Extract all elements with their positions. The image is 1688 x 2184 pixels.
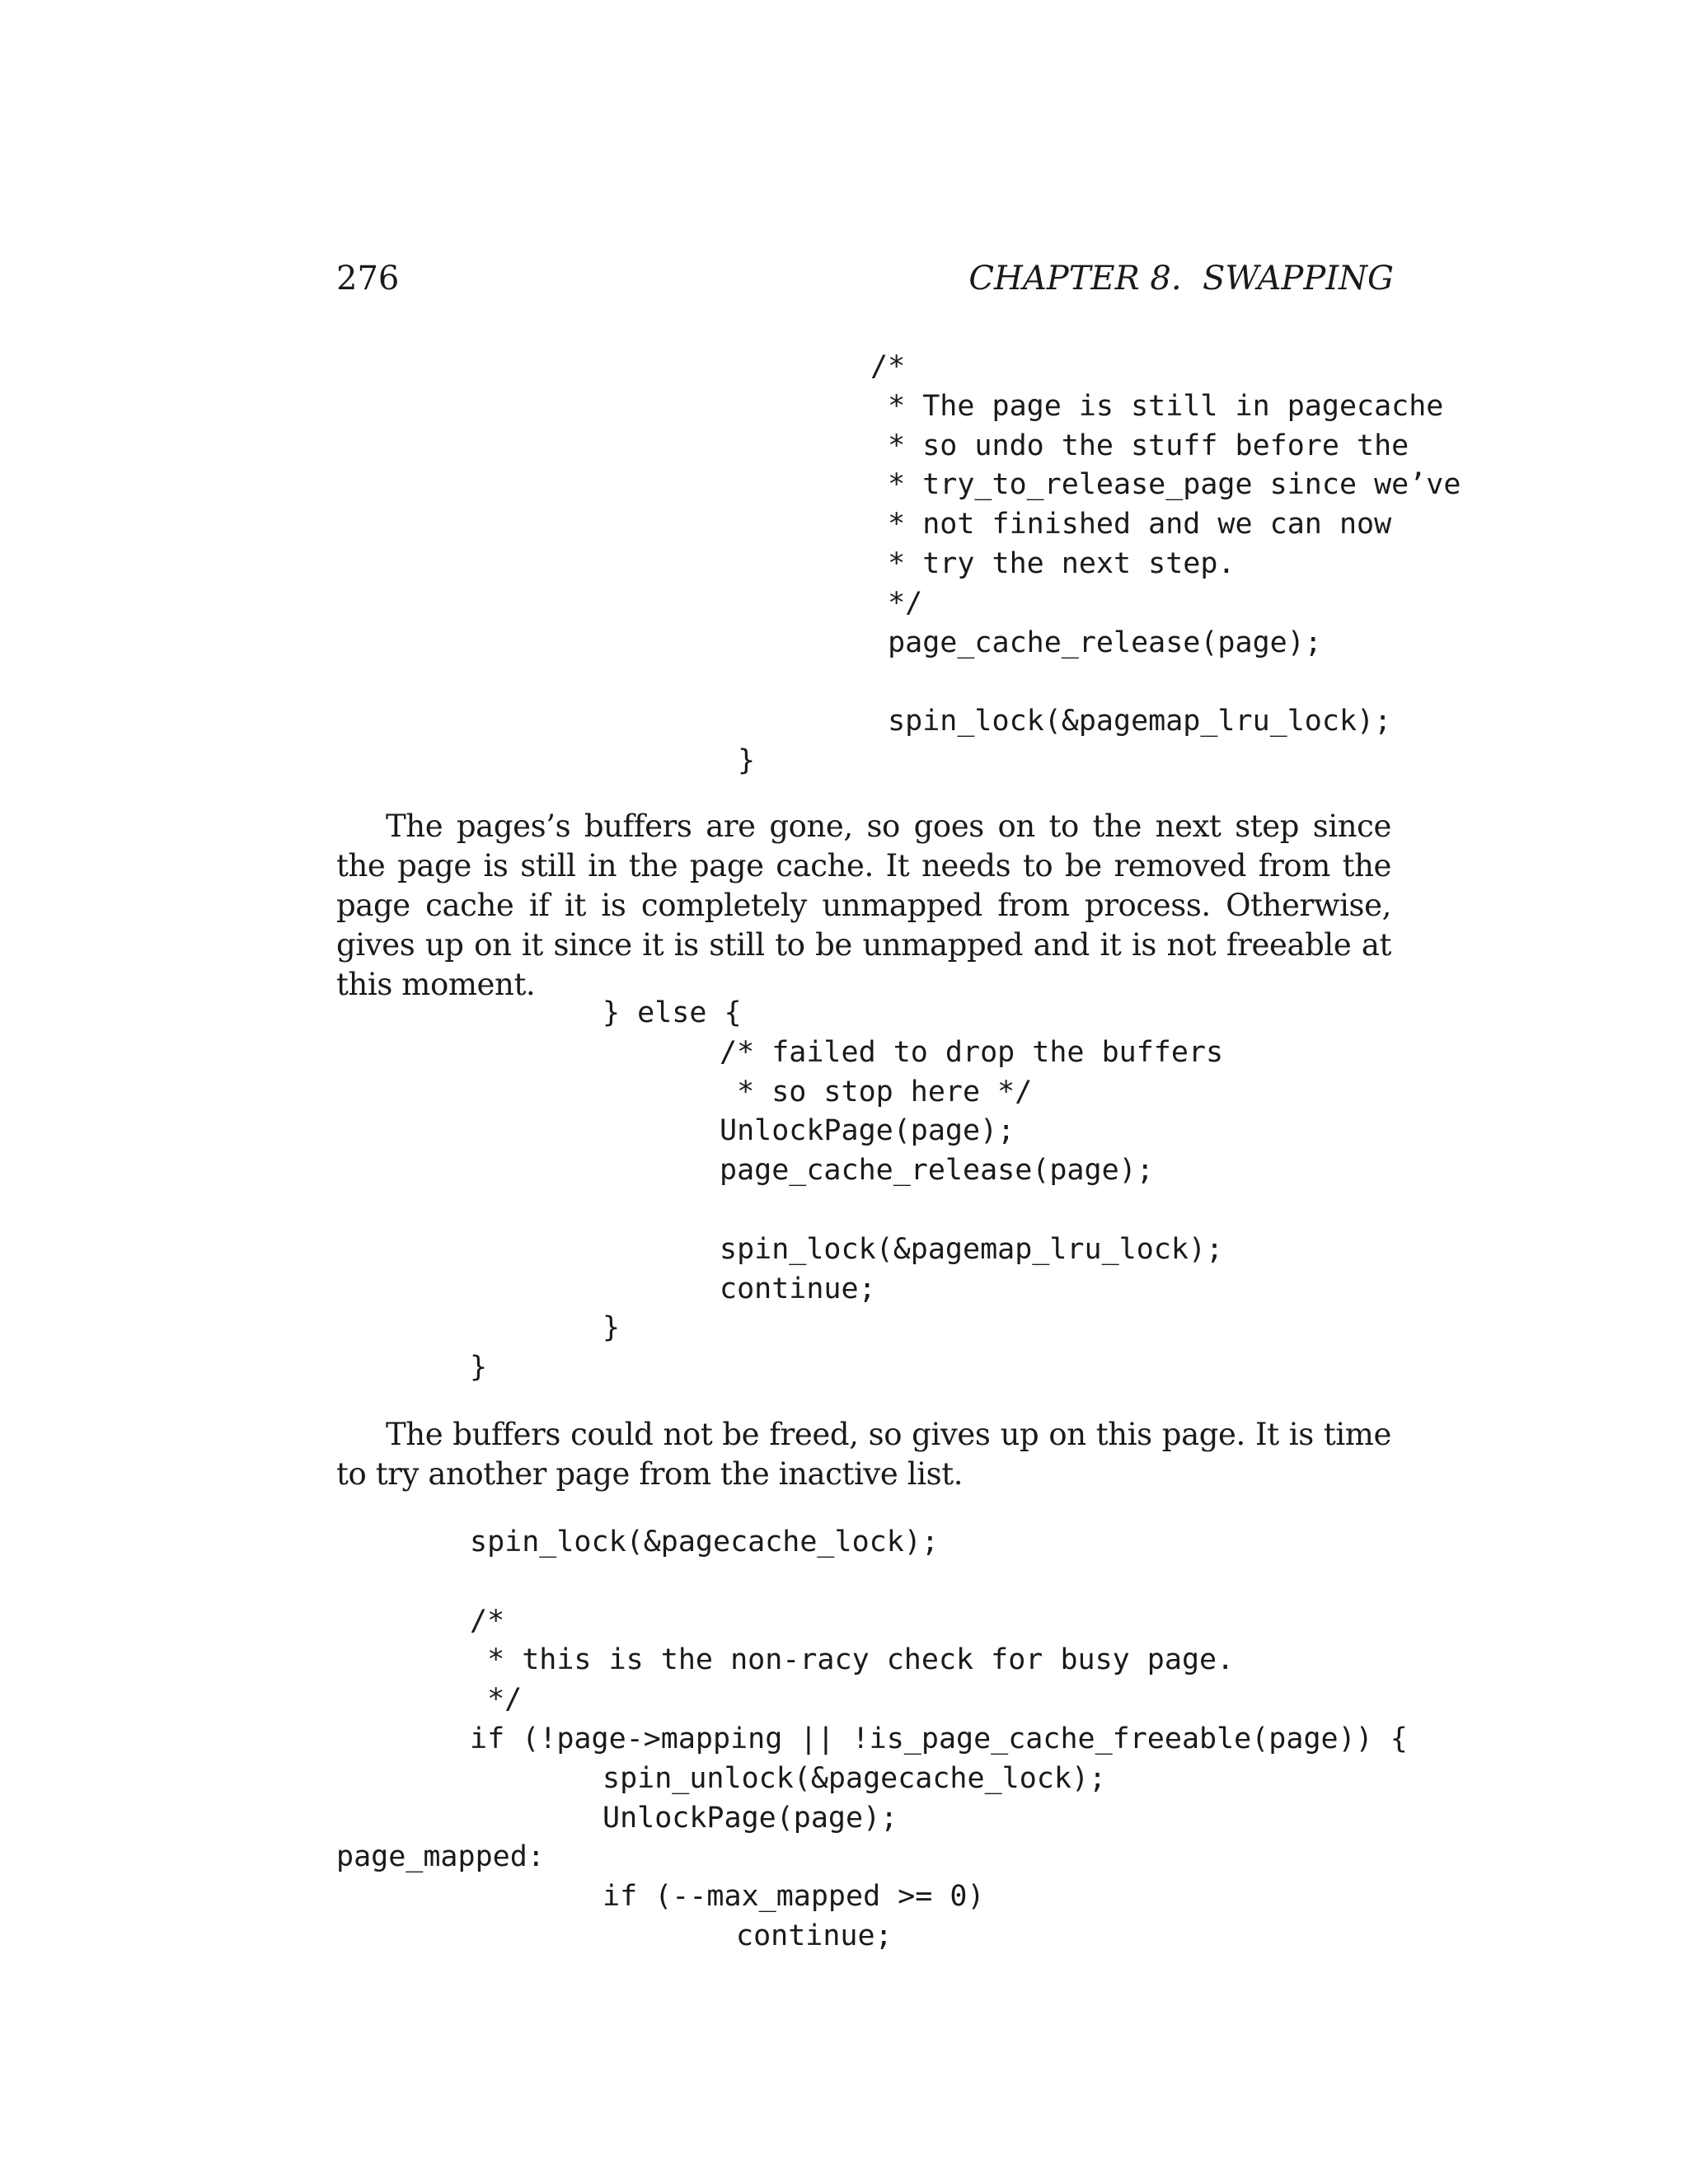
code-line — [470, 1563, 1408, 1602]
code-block-3 — [0, 1523, 1408, 1957]
code-line: spin_lock(&pagemap_lru_lock); — [870, 705, 1392, 738]
code-line: spin_unlock(&pagecache_lock); — [603, 1761, 1107, 1795]
code-line: * try the next step. — [870, 546, 1236, 580]
code-line: * so undo the stuff before the — [870, 429, 1409, 462]
code-line: */ — [870, 586, 923, 620]
code-line: } else { — [603, 996, 742, 1029]
body-paragraph-2: The buffers could not be freed, so gives up on this page. It is time to try another page from the inactive list. — [336, 1417, 1391, 1492]
code-line: } — [470, 1351, 488, 1385]
code-line: page_cache_release(page); — [720, 1154, 1154, 1188]
code-line: * this is the non-racy check for busy page. — [470, 1643, 1235, 1677]
code-line: * try_to_release_page since we’ve — [870, 468, 1461, 502]
code-block-2 — [0, 994, 1224, 1388]
code-line: * so stop here */ — [720, 1075, 1033, 1108]
code-line: UnlockPage(page); — [603, 1801, 898, 1835]
code-line: /* — [870, 350, 906, 383]
code-line: * not finished and we can now — [870, 508, 1392, 541]
code-line: * The page is still in pagecache — [870, 389, 1444, 423]
code-line: continue; — [736, 1919, 893, 1952]
code-line — [720, 1191, 1223, 1230]
page-number: 276 — [336, 260, 400, 298]
code-line: continue; — [720, 1272, 876, 1305]
code-line: if (--max_mapped >= 0) — [603, 1880, 985, 1914]
code-line: */ — [470, 1683, 523, 1717]
code-line: } — [738, 743, 756, 777]
code-line — [870, 663, 1461, 702]
code-label: page_mapped: — [336, 1840, 545, 1874]
code-line: spin_lock(&pagemap_lru_lock); — [720, 1232, 1224, 1266]
body-paragraph-1: The pages’s buffers are gone, so goes on to the next step since the page is still in the page cache. It needs to be removed from the page cache if it is completely unmapped from process. Otherwise, gives up on it since it is still to be unmapped and it is not freeable at this moment. — [336, 808, 1391, 1002]
code-line: UnlockPage(page); — [720, 1114, 1015, 1148]
code-line: spin_lock(&pagecache_lock); — [470, 1526, 939, 1558]
code-line: /* — [470, 1604, 505, 1638]
code-line: page_cache_release(page); — [870, 626, 1322, 659]
code-line: /* failed to drop the buffers — [720, 1035, 1224, 1069]
running-header-chapter-title: CHAPTER 8. SWAPPING — [968, 260, 1394, 298]
code-line: if (!page->mapping || !is_page_cache_freeable(page)) { — [470, 1722, 1408, 1755]
code-block-1 — [0, 348, 1461, 781]
code-line: } — [603, 1311, 621, 1345]
